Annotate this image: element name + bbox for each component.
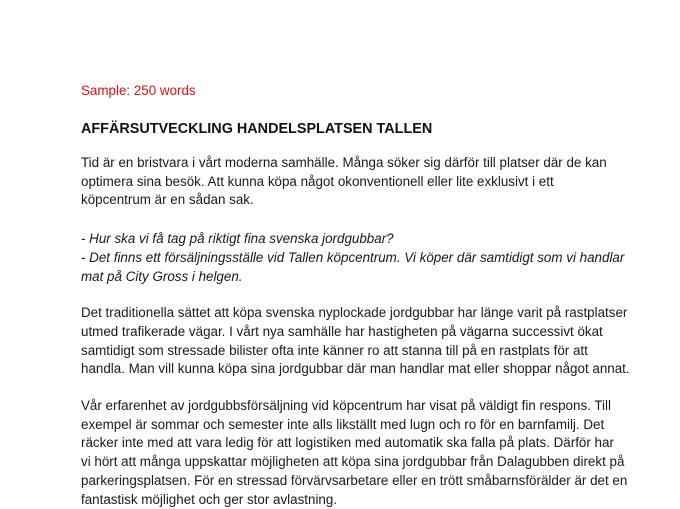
paragraph-line: fantastisk möjlighet och ger stor avlastning.	[81, 491, 338, 507]
intro-paragraph	[81, 154, 607, 210]
paragraph-line: utmed trafikerade vägar. I vårt nya samhälle har hastigheten på vägarna successivt ökat	[81, 323, 603, 339]
dialogue-paragraph	[81, 230, 625, 286]
document-title: AFFÄRSUTVECKLING HANDELSPLATSEN TALLEN	[81, 121, 433, 137]
tradition-paragraph	[81, 304, 630, 379]
paragraph-line: parkeringsplatsen. För en stressad förvärvsarbetare eller en trött småbarnsförälder är det en	[81, 472, 628, 488]
paragraph-line: köpcentrum är en sådan sak.	[81, 192, 254, 208]
paragraph-line: vi hört att många uppskattar möjligheten att köpa sina jordgubbar från Dalagubben direkt på	[81, 454, 625, 470]
paragraph-line: Vår erfarenhet av jordgubbsförsäljning vid köpcentrum har visat på väldigt fin respons. Till	[81, 398, 611, 414]
paragraph-line: optimera sina besök. Att kunna köpa något okonventionell eller lite exklusivt i ett	[81, 173, 554, 189]
paragraph-line: samtidigt som stressade bilister ofta inte känner ro att stanna till på en rastplats för att	[81, 342, 588, 358]
paragraph-line: Tid är en bristvara i vårt moderna samhälle. Många söker sig därför till platser där de kan	[81, 155, 607, 170]
dialogue-line: - Hur ska vi få tag på riktigt fina svenska jordgubbar?	[81, 231, 394, 247]
paragraph-line: Det traditionella sättet att köpa svenska nyplockade jordgubbar har länge varit på rastplatser	[81, 305, 628, 321]
paragraph-line: exempel är sommar och semester inte alls likställt med lugn och ro för en barnfamilj. Det	[81, 416, 605, 432]
sample-label: Sample: 250 words	[81, 83, 196, 98]
dialogue-line: - Det finns ett försäljningsställe vid Tallen köpcentrum. Vi köper där samtidigt som vi handlar	[81, 249, 625, 265]
experience-paragraph	[81, 397, 628, 509]
paragraph-line: räcker inte med att vara ledig för att logistiken med automatik ska falla på plats. Därför har	[81, 435, 614, 451]
dialogue-line: mat på City Gross i helgen.	[81, 268, 243, 284]
paragraph-line: handla. Man vill kunna köpa sina jordgubbar där man handlar mat eller shoppar något annat.	[81, 361, 630, 377]
document-content	[81, 82, 630, 509]
